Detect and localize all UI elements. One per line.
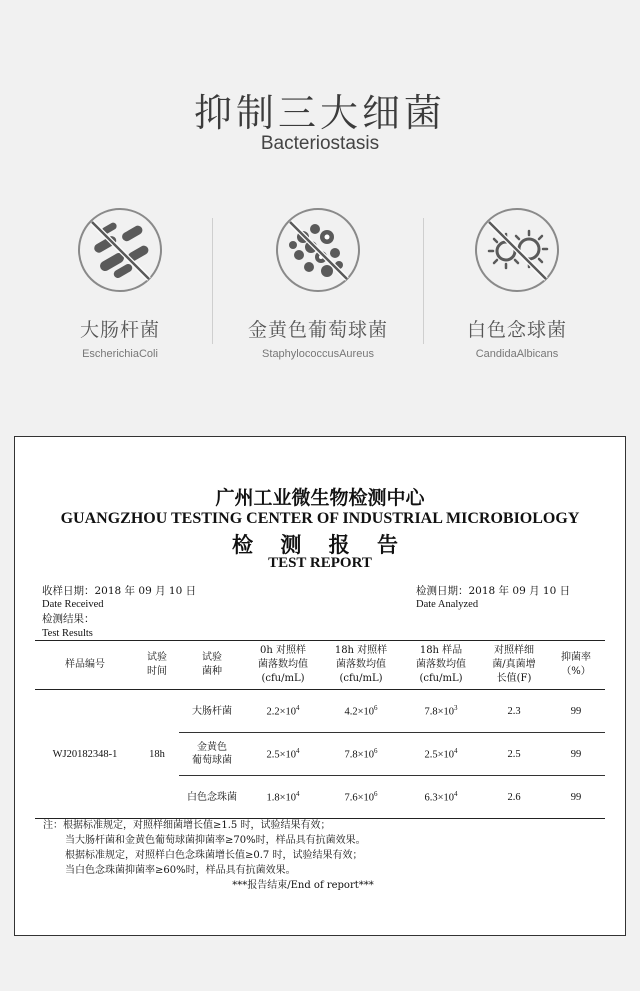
bacteria-card-staphylococcus: [218, 207, 418, 360]
inhibition-rate-cell: 99: [547, 733, 605, 776]
inhibition-rate-cell: 99: [547, 776, 605, 819]
sample-18h-cell: $2.5\times 10^4$: [401, 733, 481, 776]
control-0h-cell: $1.8\times 10^4$: [245, 776, 321, 819]
table-row: [35, 690, 605, 733]
report-org-en: GUANGZHOU TESTING CENTER OF INDUSTRIAL MICROBIOLOGY: [60, 510, 580, 527]
sample-18h-cell: $6.3\times 10^4$: [401, 776, 481, 819]
note-line: 当大肠杆菌和金黄色葡萄球菌抑菌率≥70%时，样品具有抗菌效果。: [65, 835, 366, 846]
report-title-cn: 检 测 报 告: [232, 532, 408, 557]
date-analyzed-cn: 检测日期：2018 年 09 月 10 日: [416, 585, 571, 597]
bacteria-name-en: EscherichiaColi: [82, 348, 158, 360]
species-cell: 大肠杆菌: [179, 690, 245, 733]
control-18h-cell: $4.2\times 10^6$: [321, 690, 401, 733]
rod-bacteria-crossed-icon: [77, 207, 163, 293]
col-sample-no: 样品编号: [35, 641, 135, 690]
control-0h-cell: $2.5\times 10^4$: [245, 733, 321, 776]
bacteria-name-cn: 金黄色葡萄球菌: [247, 319, 388, 341]
bacteria-name-cn: 白色念球菌: [466, 319, 567, 341]
bacteria-name-en: StaphylococcusAureus: [262, 348, 374, 360]
page-title-cn: 抑制三大细菌: [193, 91, 446, 135]
sample-18h-cell: $7.8\times 10^3$: [401, 690, 481, 733]
col-growth-f: 对照样细 菌/真菌增 长值(F): [481, 641, 547, 690]
test-results-en: Test Results: [42, 628, 93, 639]
note-line: 注：根据标准规定，对照样细菌增长值≥1.5 时，试验结果有效；: [43, 820, 331, 831]
sample-id-cell: WJ20182348-1: [35, 690, 135, 819]
col-control-18h: 18h 对照样 菌落数均值 (cfu/mL): [321, 641, 401, 690]
spiky-virus-crossed-icon: [474, 207, 560, 293]
test-report-document: [14, 436, 626, 936]
growth-f-cell: 2.3: [481, 690, 547, 733]
control-18h-cell: $7.6\times 10^6$: [321, 776, 401, 819]
bacteria-name-cn: 大肠杆菌: [79, 319, 160, 341]
report-org-cn: 广州工业微生物检测中心: [215, 487, 425, 509]
results-table: [35, 640, 605, 819]
date-analyzed-en: Date Analyzed: [416, 599, 479, 610]
test-results-cn: 检测结果：: [42, 613, 95, 625]
col-control-0h: 0h 对照样 菌落数均值 (cfu/mL): [245, 641, 321, 690]
report-notes: [43, 818, 583, 893]
table-header-row: [35, 641, 605, 690]
control-18h-cell: $7.8\times 10^6$: [321, 733, 401, 776]
species-cell: 白色念珠菌: [179, 776, 245, 819]
growth-f-cell: 2.6: [481, 776, 547, 819]
inhibition-rate-cell: 99: [547, 690, 605, 733]
growth-f-cell: 2.5: [481, 733, 547, 776]
col-species: 试验 菌种: [179, 641, 245, 690]
date-received-cn: 收样日期：2018 年 09 月 10 日: [42, 585, 197, 597]
control-0h-cell: $2.2\times 10^4$: [245, 690, 321, 733]
bacteria-card-candida: [417, 207, 617, 360]
end-of-report: ***报告结束/End of report***: [232, 880, 374, 891]
col-sample-18h: 18h 样品 菌落数均值 (cfu/mL): [401, 641, 481, 690]
species-cell: 金黄色 葡萄球菌: [179, 733, 245, 776]
divider: [212, 218, 213, 344]
report-title-en: TEST REPORT: [268, 555, 372, 571]
page-title-en: Bacteriostasis: [260, 133, 380, 154]
col-inhibition-rate: 抑菌率 （%）: [547, 641, 605, 690]
bacteria-name-en: CandidaAlbicans: [475, 348, 559, 360]
bacteria-card-ecoli: [20, 207, 220, 360]
note-line: 当白色念珠菌抑菌率≥60%时，样品具有抗菌效果。: [65, 865, 296, 876]
date-received-en: Date Received: [42, 599, 104, 610]
time-cell: 18h: [135, 690, 179, 819]
coccus-cluster-crossed-icon: [275, 207, 361, 293]
note-line: 根据标准规定，对照样白色念珠菌增长值≥0.7 时，试验结果有效；: [65, 850, 363, 861]
col-time: 试验 时间: [135, 641, 179, 690]
